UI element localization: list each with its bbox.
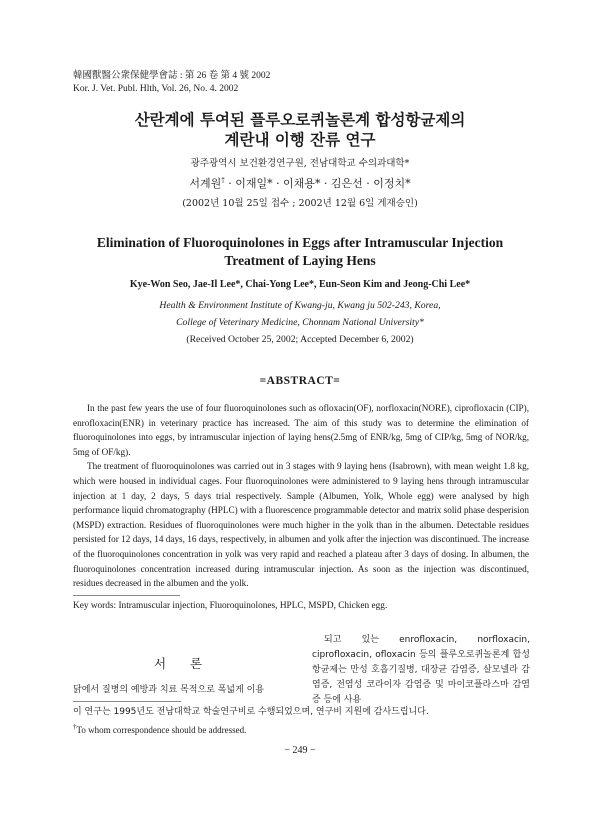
keywords-label: Key words [73,601,114,611]
intro-right-column [312,633,530,708]
korean-authors [0,175,600,191]
korean-affiliation: 광주광역시 보건환경연구원, 전남대학교 수의과대학* [190,158,410,169]
abstract-heading: =ABSTRACT= [259,375,341,387]
intro-left-column: 닭에서 질병의 예방과 치료 목적으로 폭넓게 이용 [73,685,265,695]
footnote-funding: 이 연구는 1995년도 전남대학교 학술연구비로 수행되었으며, 연구비 지원에 감사드립니다. [73,707,429,717]
english-authors: Kye-Won Seo, Jae-Il Lee*, Chai-Yong Lee*, Eun-Seon Kim and Jeong-Chi Lee* [129,279,471,290]
korean-title-line1: 산란계에 투여된 플루오로퀴놀론계 합성항균제의 [134,111,466,129]
section-heading-introduction: 서 론 [153,656,213,671]
korean-title-line2: 계란내 이행 잔류 연구 [224,131,376,149]
english-affiliation-2: College of Veterinary Medicine, Chonnam National University* [176,317,424,328]
intro-right-paragraph: 되고 있는 enrofloxacin, norfloxacin, ciprofloxacin, ofloxacin 등의 플루오로퀴놀론계 합성항균제는 만성 호흡기질병, 대장균 감염증, 살모넬라 감염증, 전염성 코라이자 감염증 및 마이코플라스마 감염증 등에 사용 [312,635,530,705]
footnote-rule [73,701,181,702]
korean-first-author: 서계원 [189,177,222,190]
dagger-mark: † [221,176,225,185]
journal-line-english: Kor. J. Vet. Publ. Hlth, Vol. 26, No. 4. 2002 [73,84,239,94]
korean-other-authors: · 이재일* · 이채용* · 김은선 · 이정치* [224,177,411,190]
footnote-dagger: † [73,723,77,731]
keywords-text: : Intramuscular injection, Fluoroquinolones, HPLC, MSPD, Chicken egg. [113,601,388,611]
footnote-correspondence [73,720,533,737]
abstract-paragraph-1: In the past few years the use of four fluoroquinolones such as ofloxacin(OF), norfloxacin(NORE), ciprofloxacin (CIP), enrofloxacin(ENR) in veterinary practice has increased. The aim of this study was to determine the elimination of fluoroquinolones into eggs, by intramuscular injection of laying hens(2.5mg of ENR/kg, 5mg of CIP/kg, 5mg of NOR/kg, 5mg of OF/kg). [73,403,529,457]
korean-dates: (2002년 10월 25일 접수 ; 2002년 12월 6일 게재승인) [182,198,418,209]
english-affiliation-1: Health & Environment Institute of Kwang-ju, Kwang ju 502-243, Korea, [159,300,441,311]
page-number: − 249 − [284,745,316,756]
journal-line-korean: 韓國獸醫公衆保健學會誌 : 第 26 卷 第 4 號 2002 [73,71,271,81]
english-title-line1: Elimination of Fluoroquinolones in Eggs after Intramuscular Injection [96,235,504,250]
keywords [73,601,529,611]
footnote-correspondence-text: To whom correspondence should be addressed. [76,725,247,735]
abstract-body [73,401,529,591]
abstract-paragraph-2: The treatment of fluoroquinolones was carried out in 3 stages with 9 laying hens (Isabrown), with mean weight 1.8 kg, which were housed in individual cages. Four fluoroquinolones were administered to 9 laying hens through intramuscular injection at 1 day, 2 days, 5 days trial respectively. Sample (Albumen, Yolk, Whole egg) were analysed by high performance liquid chromatography (HPLC) with a fluorescence programmable detector and matrix solid phase desperision (MSPD) extraction. Residues of fluoroquinolones were much higher in the yolk than in the albumen. Detectable residues persisted for 12 days, 14 days, 16 days, respectively, in albumen and yolk after the injection was discontinued. The increase of the fluoroquinolones concentration in yolk was very rapid and reached a plateau after 3 days of dosing. In albumen, the fluoroquinolones concentration increased during intramuscular injection. As soon as the injection was discontinued, residues decreased in the albumen and the yolk. [73,461,529,589]
keywords-rule [73,595,180,596]
received-dates: (Received October 25, 2002; Accepted December 6, 2002) [186,334,414,345]
english-title-line2: Treatment of Laying Hens [224,253,376,268]
journal-header [73,70,270,96]
